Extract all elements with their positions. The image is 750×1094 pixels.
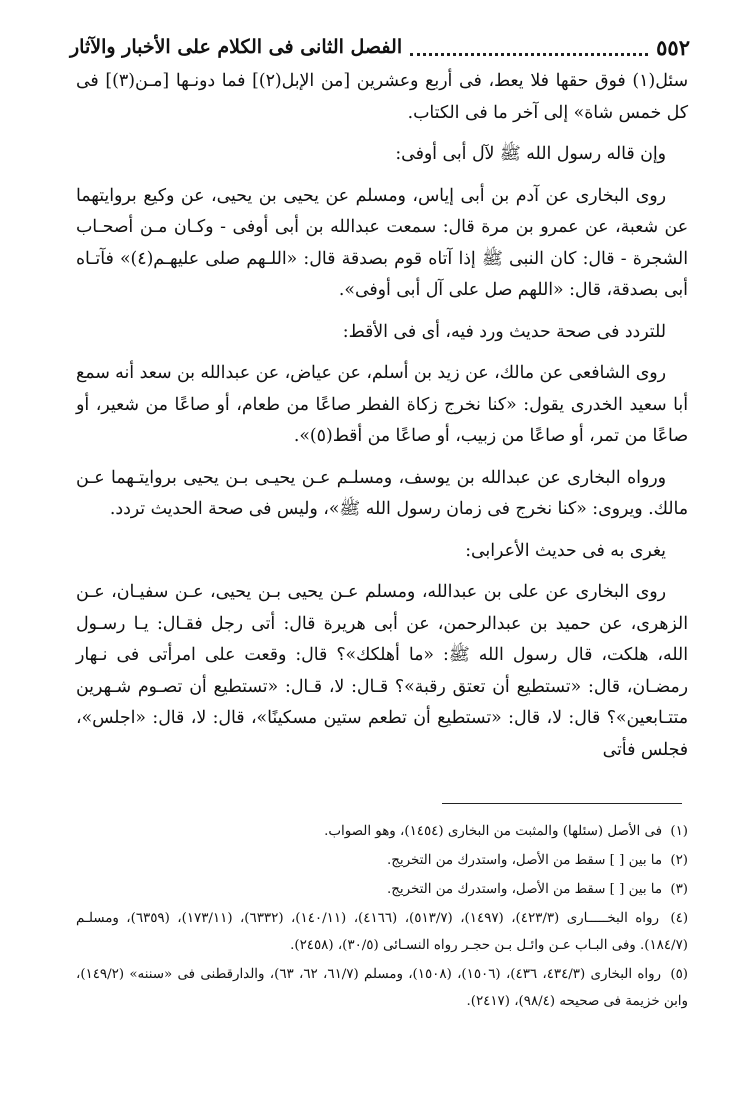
- paragraph-bukhari-ali: روى البخارى عن على بن عبدالله، ومسلم عـن يحيى بـن يحيى، عـن سفيـان، عـن الزهرى، عن حميد بن عبدالرحمن، عن أبى هريرة قال: أتى رجل فقـال: يـا رسـول الله، هلكت، قال رسول الله ﷺ: «ما أهلكك»؟ قال: وقعت على امرأتى فى نـهار رمضـان، قال: «تستطيع أن تعتق رقبة»؟ قـال: لا، قـال: «تستطيع أن تصـوم شـهرين متتـابعين»؟ قال: لا، قال: «تستطيع أن تطعم ستين مسكينًا»، قال: لا، قال: «اجلس»، فجلس فأتى: [76, 582, 688, 760]
- paragraph-bukhari-yusuf: ورواه البخارى عن عبدالله بن يوسف، ومسلـم عـن يحيـى بـن يحيى بروايتـهما عـن مالك. ويروى: «كنا نخرج فى زمان رسول الله ﷺ»، وليس فى صحة الحديث تردد.: [76, 467, 688, 519]
- footnote-number: (٤): [670, 911, 689, 926]
- footnote-text: ما بين [ ] سقط من الأصل، واستدرك من التخريج.: [386, 882, 663, 897]
- footnote-3: [76, 876, 688, 903]
- section-lead-arabi: يغرى به فى حديث الأعرابى:: [465, 540, 666, 561]
- paragraph-bukhari-shuba: روى البخارى عن آدم بن أبى إياس، ومسلم عن يحيى بن يحيى، عن وكيع بروايتهما عن شعبة، عن عمرو بن مرة قال: سمعت عبدالله بن أبى أوفى - وكـان مـن أصحـاب الشجرة - قال: كان النبى ﷺ إذا آتاه قوم بصدقة قال: «اللـهم صلى عليهـم(٤)» فآتـاه أبى بصدقة، قال: «اللهم صل على آل أبى أوفى».: [76, 185, 689, 300]
- footnote-text: فى الأصل (سئلها) والمثبت من البخارى (١٤٥٤)، وهو الصواب.: [324, 824, 663, 839]
- footnote-2: [76, 847, 688, 874]
- page-header: [70, 30, 690, 64]
- footnote-1: [76, 818, 688, 845]
- footnote-number: (٣): [670, 882, 688, 897]
- running-title: الفصل الثانى فى الكلام على الأخبار والآثار: [70, 36, 403, 58]
- footnote-4: [76, 905, 688, 959]
- paragraph-continuation: سئل(١) فوق حقها فلا يعط، فى أربع وعشرين [من الإبل(٢)] فما دونـها [مـن(٣)] فى كل خمس شاة» إلى آخر ما فى الكتاب.: [76, 71, 688, 123]
- footnote-text: رواه البخـــــارى (٤٢٣/٣)، (١٤٩٧)، (٥١٣/٧)، (٤١٦٦)، (١٤٠/١١)، (٦٣٣٢)، (١٧٣/١١)، (٦٣٥٩)، ومسلـم (١٨٤/٧). وفى البـاب عـن وائـل بـن حجـر رواه النسـائى (٣٠/٥)، (٢٤٥٨).: [76, 911, 688, 953]
- footnote-separator: [442, 803, 682, 804]
- header-dot-leader: [410, 39, 648, 56]
- footnote-text: رواه البخارى (٤٣٤/٣، ٤٣٦)، (١٥٠٦)، (١٥٠٨)، ومسلم (٦١/٧، ٦٢، ٦٣)، والدارقطنى فى «سننه» (١٤٩/٢)، وابن خزيمة فى صحيحه (٩٨/٤)، (٢٤١٧).: [76, 967, 688, 1009]
- footnote-number: (١): [670, 824, 688, 839]
- section-lead-aqit: للتردد فى صحة حديث ورد فيه، أى فى الأقط:: [342, 321, 666, 342]
- paragraph-shafii-malik: روى الشافعى عن مالك، عن زيد بن أسلم، عن عياض، عن عبدالله بن سعد أنه سمع أبا سعيد الخدرى يقول: «كنا نخرج زكاة الفطر صاعًا من طعام، أو صاعًا من شعير، أو صاعًا من تمر، أو صاعًا من زبيب، أو صاعًا من أقط(٥)».: [76, 363, 688, 446]
- section-lead-al-abi-awfa: وإن قاله رسول الله ﷺ لآل أبى أوفى:: [395, 144, 666, 164]
- footnote-number: (٢): [670, 853, 688, 868]
- footnote-text: ما بين [ ] سقط من الأصل، واستدرك من التخريج.: [386, 853, 663, 868]
- page-number: ٥٥٢: [656, 34, 690, 60]
- footnote-5: [76, 961, 688, 1015]
- footnote-number: (٥): [670, 967, 688, 982]
- main-text: [76, 66, 688, 776]
- footnotes: [76, 818, 688, 1017]
